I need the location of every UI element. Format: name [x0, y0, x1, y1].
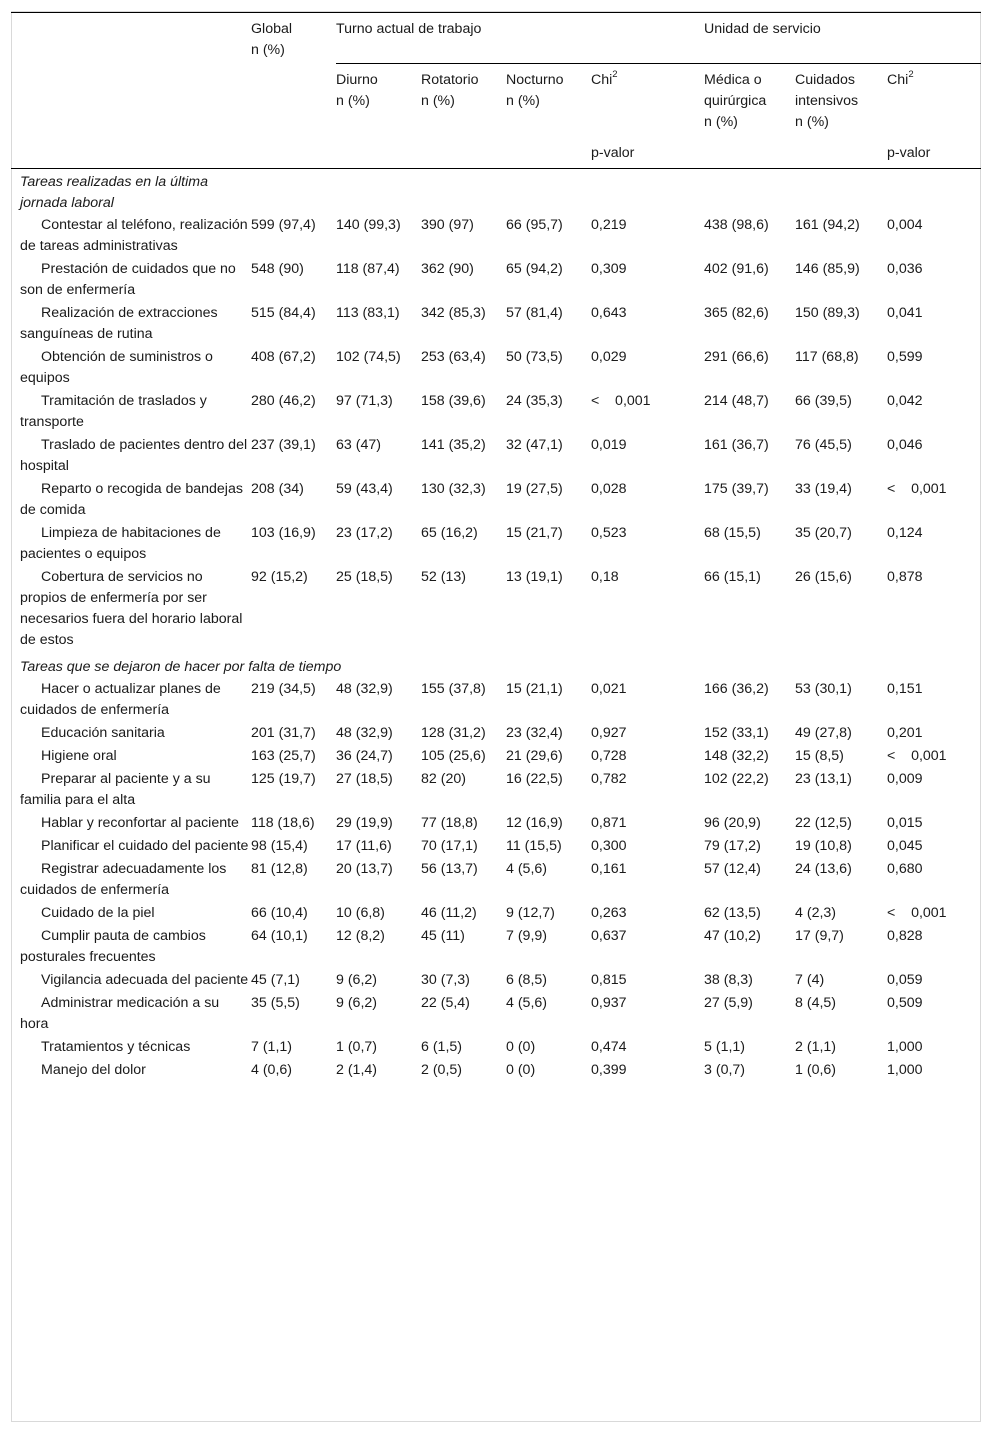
cell-medica: 166 (36,2): [704, 681, 769, 697]
cell-diurno: 12 (8,2): [336, 928, 385, 944]
table-row: [11, 745, 981, 768]
table-row: [11, 434, 981, 478]
cell-rotatorio: 82 (20): [421, 771, 466, 787]
table-row: [11, 835, 981, 858]
cell-chi-turno: 0,643: [591, 305, 627, 321]
row-label: Limpieza de habitaciones de pacientes o equipos: [20, 525, 221, 562]
cell-rotatorio: 253 (63,4): [421, 349, 486, 365]
cell-nocturno: 57 (81,4): [506, 305, 563, 321]
row-label: Higiene oral: [41, 748, 117, 764]
cell-intensivos: 4 (2,3): [795, 905, 837, 921]
cell-global: 201 (31,7): [251, 725, 316, 741]
cell-medica: 79 (17,2): [704, 838, 761, 854]
cell-rotatorio: 155 (37,8): [421, 681, 486, 697]
cell-chi-turno: 0,399: [591, 1062, 627, 1078]
cell-global: 219 (34,5): [251, 681, 316, 697]
cell-intensivos: 117 (68,8): [795, 349, 859, 365]
cell-chi-unidad: 0,004: [887, 217, 923, 233]
data-table: [11, 12, 981, 1088]
cell-intensivos: 53 (30,1): [795, 681, 852, 697]
cell-medica: 27 (5,9): [704, 995, 753, 1011]
cell-chi-unidad: 1,000: [887, 1062, 923, 1078]
cell-chi-unidad: 0,046: [887, 437, 923, 453]
cell-intensivos: 7 (4): [795, 972, 825, 988]
cell-intensivos: 66 (39,5): [795, 393, 852, 409]
cell-chi-turno: 0,782: [591, 771, 627, 787]
cell-global: 64 (10,1): [251, 928, 308, 944]
cell-global: 118 (18,6): [251, 815, 315, 831]
cell-nocturno: 19 (27,5): [506, 481, 563, 497]
cell-rotatorio: 390 (97): [421, 217, 474, 233]
table-row: [11, 478, 981, 522]
table-row: [11, 768, 981, 812]
table-row: [11, 1036, 981, 1059]
cell-medica: 365 (82,6): [704, 305, 769, 321]
cell-diurno: 1 (0,7): [336, 1039, 378, 1055]
table-row: [11, 1059, 981, 1088]
pvalor-turno: p-valor: [591, 143, 704, 169]
cell-diurno: 97 (71,3): [336, 393, 393, 409]
cell-global: 45 (7,1): [251, 972, 300, 988]
cell-chi-unidad: 0,009: [887, 771, 923, 787]
cell-nocturno: 15 (21,1): [506, 681, 563, 697]
section-header: [11, 169, 981, 215]
table-row: [11, 214, 981, 258]
cell-intensivos: 33 (19,4): [795, 481, 852, 497]
cell-diurno: 10 (6,8): [336, 905, 385, 921]
cell-global: 408 (67,2): [251, 349, 316, 365]
cell-rotatorio: 6 (1,5): [421, 1039, 463, 1055]
row-label: Contestar al teléfono, realización de tareas administrativas: [20, 217, 248, 254]
cell-nocturno: 15 (21,7): [506, 525, 563, 541]
cell-diurno: 2 (1,4): [336, 1062, 378, 1078]
cell-chi-unidad: < 0,001: [887, 481, 947, 497]
cell-intensivos: 146 (85,9): [795, 261, 860, 277]
table-row: [11, 858, 981, 902]
cell-chi-turno: 0,728: [591, 748, 627, 764]
section-header: [11, 652, 981, 678]
cell-diurno: 27 (18,5): [336, 771, 393, 787]
cell-rotatorio: 105 (25,6): [421, 748, 486, 764]
cell-nocturno: 21 (29,6): [506, 748, 563, 764]
row-label: Tramitación de traslados y transporte: [20, 393, 207, 430]
row-label: Hablar y reconfortar al paciente: [41, 815, 239, 831]
cell-diurno: 113 (83,1): [336, 305, 400, 321]
row-label: Cuidado de la piel: [41, 905, 155, 921]
cell-medica: 102 (22,2): [704, 771, 769, 787]
col-group-unidad: Unidad de servicio: [704, 13, 981, 64]
cell-global: 7 (1,1): [251, 1039, 293, 1055]
cell-nocturno: 66 (95,7): [506, 217, 563, 233]
row-label: Registrar adecuadamente los cuidados de enfermería: [20, 861, 227, 898]
cell-intensivos: 17 (9,7): [795, 928, 844, 944]
cell-diurno: 118 (87,4): [336, 261, 400, 277]
cell-chi-unidad: 0,045: [887, 838, 923, 854]
cell-chi-turno: 0,161: [591, 861, 627, 877]
cell-intensivos: 76 (45,5): [795, 437, 852, 453]
cell-chi-unidad: 0,201: [887, 725, 923, 741]
cell-chi-turno: 0,937: [591, 995, 627, 1011]
cell-diurno: 48 (32,9): [336, 681, 393, 697]
table-row: [11, 992, 981, 1036]
row-label: Educación sanitaria: [41, 725, 165, 741]
cell-nocturno: 13 (19,1): [506, 569, 563, 585]
cell-rotatorio: 130 (32,3): [421, 481, 486, 497]
cell-intensivos: 150 (89,3): [795, 305, 860, 321]
cell-chi-unidad: < 0,001: [887, 748, 947, 764]
cell-nocturno: 7 (9,9): [506, 928, 548, 944]
cell-chi-unidad: 0,878: [887, 569, 923, 585]
cell-nocturno: 0 (0): [506, 1039, 536, 1055]
cell-medica: 57 (12,4): [704, 861, 761, 877]
cell-diurno: 59 (43,4): [336, 481, 393, 497]
cell-medica: 152 (33,1): [704, 725, 769, 741]
row-label: Realización de extracciones sanguíneas de rutina: [20, 305, 218, 342]
cell-global: 163 (25,7): [251, 748, 316, 764]
cell-nocturno: 6 (8,5): [506, 972, 548, 988]
cell-intensivos: 49 (27,8): [795, 725, 852, 741]
cell-global: 280 (46,2): [251, 393, 316, 409]
cell-medica: 438 (98,6): [704, 217, 769, 233]
cell-diurno: 48 (32,9): [336, 725, 393, 741]
row-label: Prestación de cuidados que no son de enfermería: [20, 261, 236, 298]
table-row: [11, 678, 981, 722]
cell-medica: 66 (15,1): [704, 569, 761, 585]
cell-chi-unidad: 0,828: [887, 928, 923, 944]
cell-intensivos: 1 (0,6): [795, 1062, 837, 1078]
cell-chi-unidad: 0,015: [887, 815, 923, 831]
cell-rotatorio: 141 (35,2): [421, 437, 486, 453]
cell-intensivos: 19 (10,8): [795, 838, 852, 854]
cell-intensivos: 23 (13,1): [795, 771, 852, 787]
cell-nocturno: 11 (15,5): [506, 838, 562, 854]
row-label: Vigilancia adecuada del paciente: [41, 972, 249, 988]
cell-nocturno: 0 (0): [506, 1062, 536, 1078]
cell-medica: 161 (36,7): [704, 437, 769, 453]
row-label: Manejo del dolor: [41, 1062, 146, 1078]
cell-intensivos: 26 (15,6): [795, 569, 852, 585]
cell-global: 35 (5,5): [251, 995, 300, 1011]
cell-chi-turno: 0,523: [591, 525, 627, 541]
cell-diurno: 25 (18,5): [336, 569, 393, 585]
col-group-turno: Turno actual de trabajo: [336, 13, 704, 64]
table-row: [11, 346, 981, 390]
cell-nocturno: 4 (5,6): [506, 861, 548, 877]
cell-chi-turno: 0,18: [591, 569, 619, 585]
table-row: [11, 522, 981, 566]
col-rotatorio: Rotatorio n (%): [421, 72, 479, 109]
cell-chi-turno: 0,219: [591, 217, 627, 233]
cell-rotatorio: 30 (7,3): [421, 972, 470, 988]
cell-chi-unidad: 0,036: [887, 261, 923, 277]
table-row: [11, 722, 981, 745]
cell-medica: 96 (20,9): [704, 815, 761, 831]
cell-medica: 3 (0,7): [704, 1062, 746, 1078]
cell-medica: 68 (15,5): [704, 525, 761, 541]
cell-intensivos: 35 (20,7): [795, 525, 852, 541]
cell-nocturno: 12 (16,9): [506, 815, 563, 831]
cell-chi-unidad: 0,059: [887, 972, 923, 988]
cell-nocturno: 50 (73,5): [506, 349, 563, 365]
cell-global: 548 (90): [251, 261, 304, 277]
cell-rotatorio: 46 (11,2): [421, 905, 477, 921]
col-chi-turno: Chi$^2$: [591, 69, 618, 88]
cell-chi-turno: 0,309: [591, 261, 627, 277]
cell-diurno: 17 (11,6): [336, 838, 392, 854]
row-label: Reparto o recogida de bandejas de comida: [20, 481, 243, 518]
cell-diurno: 102 (74,5): [336, 349, 401, 365]
row-label: Obtención de suministros o equipos: [20, 349, 213, 386]
col-medica: Médica o quirúrgica n (%): [704, 72, 767, 130]
cell-chi-unidad: 0,599: [887, 349, 923, 365]
cell-chi-turno: 0,474: [591, 1039, 627, 1055]
table-row: [11, 812, 981, 835]
cell-rotatorio: 342 (85,3): [421, 305, 486, 321]
table-row: [11, 566, 981, 652]
cell-chi-unidad: 0,042: [887, 393, 923, 409]
row-label: Cumplir pauta de cambios posturales frecuentes: [20, 928, 206, 965]
cell-chi-turno: 0,300: [591, 838, 627, 854]
cell-medica: 291 (66,6): [704, 349, 769, 365]
row-label: Cobertura de servicios no propios de enfermería por ser necesarios fuera del horario laboral de estos: [20, 569, 243, 648]
cell-rotatorio: 362 (90): [421, 261, 474, 277]
cell-nocturno: 65 (94,2): [506, 261, 563, 277]
pvalor-unidad: p-valor: [887, 143, 981, 169]
row-label: Traslado de pacientes dentro del hospital: [20, 437, 248, 474]
cell-global: 515 (84,4): [251, 305, 316, 321]
cell-chi-turno: 0,815: [591, 972, 627, 988]
table-row: [11, 925, 981, 969]
cell-rotatorio: 2 (0,5): [421, 1062, 463, 1078]
cell-intensivos: 161 (94,2): [795, 217, 860, 233]
cell-diurno: 9 (6,2): [336, 972, 378, 988]
cell-rotatorio: 70 (17,1): [421, 838, 478, 854]
cell-intensivos: 2 (1,1): [795, 1039, 837, 1055]
cell-chi-unidad: < 0,001: [887, 905, 947, 921]
cell-global: 208 (34): [251, 481, 304, 497]
cell-chi-unidad: 0,041: [887, 305, 923, 321]
col-intensivos: Cuidados intensivos n (%): [795, 72, 859, 130]
cell-nocturno: 23 (32,4): [506, 725, 563, 741]
cell-global: 125 (19,7): [251, 771, 316, 787]
cell-intensivos: 22 (12,5): [795, 815, 852, 831]
cell-diurno: 9 (6,2): [336, 995, 378, 1011]
cell-chi-turno: 0,871: [591, 815, 627, 831]
cell-nocturno: 32 (47,1): [506, 437, 563, 453]
col-global: Global n (%): [251, 13, 336, 64]
col-diurno: Diurno n (%): [336, 72, 378, 109]
cell-medica: 148 (32,2): [704, 748, 769, 764]
cell-chi-unidad: 1,000: [887, 1039, 923, 1055]
cell-medica: 175 (39,7): [704, 481, 769, 497]
cell-chi-unidad: 0,509: [887, 995, 923, 1011]
section-title: Tareas realizadas en la última jornada laboral: [20, 174, 208, 211]
cell-nocturno: 16 (22,5): [506, 771, 563, 787]
cell-global: 98 (15,4): [251, 838, 308, 854]
row-label: Tratamientos y técnicas: [41, 1039, 191, 1055]
cell-rotatorio: 128 (31,2): [421, 725, 486, 741]
cell-chi-unidad: 0,124: [887, 525, 923, 541]
cell-global: 66 (10,4): [251, 905, 308, 921]
cell-rotatorio: 52 (13): [421, 569, 466, 585]
cell-rotatorio: 22 (5,4): [421, 995, 470, 1011]
table-row: [11, 902, 981, 925]
cell-diurno: 36 (24,7): [336, 748, 393, 764]
row-label: Planificar el cuidado del paciente: [41, 838, 249, 854]
cell-intensivos: 8 (4,5): [795, 995, 837, 1011]
section-title: Tareas que se dejaron de hacer por falta de tiempo: [20, 659, 342, 675]
cell-chi-turno: 0,029: [591, 349, 627, 365]
row-label: Hacer o actualizar planes de cuidados de enfermería: [20, 681, 221, 718]
table-container: [11, 11, 981, 1422]
cell-medica: 402 (91,6): [704, 261, 769, 277]
cell-chi-turno: 0,028: [591, 481, 627, 497]
cell-diurno: 140 (99,3): [336, 217, 401, 233]
cell-chi-turno: 0,637: [591, 928, 627, 944]
cell-nocturno: 24 (35,3): [506, 393, 563, 409]
cell-rotatorio: 77 (18,8): [421, 815, 478, 831]
cell-nocturno: 4 (5,6): [506, 995, 548, 1011]
cell-diurno: 20 (13,7): [336, 861, 393, 877]
cell-global: 599 (97,4): [251, 217, 316, 233]
table-row: [11, 969, 981, 992]
col-nocturno: Nocturno n (%): [506, 72, 564, 109]
cell-rotatorio: 65 (16,2): [421, 525, 478, 541]
cell-medica: 5 (1,1): [704, 1039, 746, 1055]
table-row: [11, 390, 981, 434]
cell-medica: 47 (10,2): [704, 928, 761, 944]
cell-medica: 38 (8,3): [704, 972, 753, 988]
cell-intensivos: 24 (13,6): [795, 861, 852, 877]
cell-global: 81 (12,8): [251, 861, 308, 877]
table-body: [11, 169, 981, 1089]
cell-global: 103 (16,9): [251, 525, 316, 541]
cell-chi-turno: 0,263: [591, 905, 627, 921]
table-header: [11, 13, 981, 169]
cell-rotatorio: 56 (13,7): [421, 861, 478, 877]
cell-nocturno: 9 (12,7): [506, 905, 555, 921]
cell-rotatorio: 45 (11): [421, 928, 465, 944]
cell-global: 92 (15,2): [251, 569, 308, 585]
cell-chi-turno: 0,927: [591, 725, 627, 741]
cell-chi-unidad: 0,680: [887, 861, 923, 877]
cell-chi-turno: 0,021: [591, 681, 627, 697]
cell-diurno: 63 (47): [336, 437, 381, 453]
cell-chi-unidad: 0,151: [887, 681, 923, 697]
cell-global: 4 (0,6): [251, 1062, 293, 1078]
cell-medica: 62 (13,5): [704, 905, 761, 921]
cell-diurno: 29 (19,9): [336, 815, 393, 831]
cell-intensivos: 15 (8,5): [795, 748, 844, 764]
cell-medica: 214 (48,7): [704, 393, 769, 409]
col-chi-unidad: Chi$^2$: [887, 69, 914, 88]
cell-global: 237 (39,1): [251, 437, 316, 453]
table-row: [11, 302, 981, 346]
cell-rotatorio: 158 (39,6): [421, 393, 486, 409]
cell-chi-turno: < 0,001: [591, 393, 651, 409]
row-label: Preparar al paciente y a su familia para el alta: [20, 771, 211, 808]
table-row: [11, 258, 981, 302]
row-label: Administrar medicación a su hora: [20, 995, 220, 1032]
cell-diurno: 23 (17,2): [336, 525, 393, 541]
cell-chi-turno: 0,019: [591, 437, 627, 453]
